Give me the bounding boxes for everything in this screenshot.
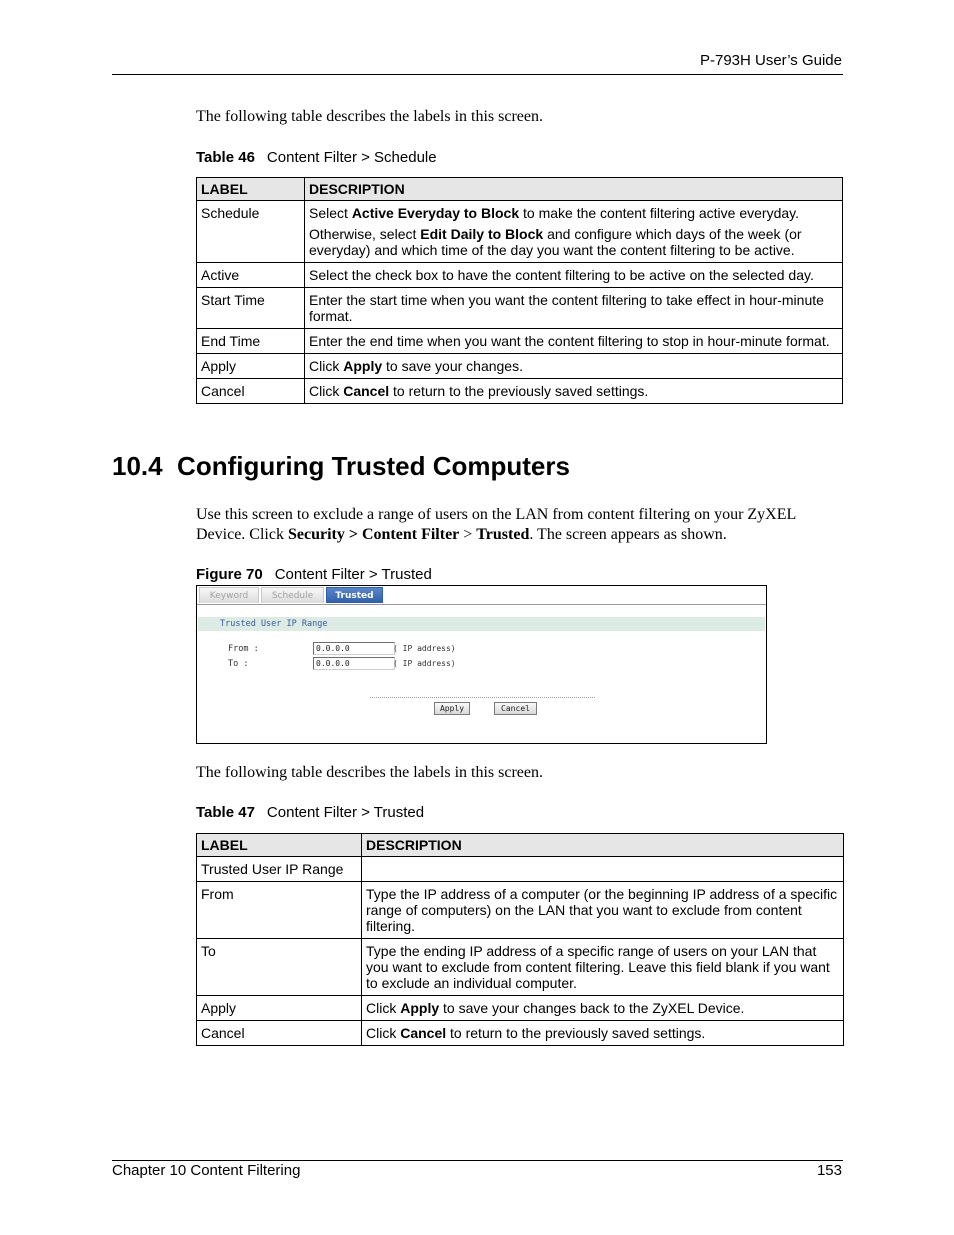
table-row xyxy=(197,379,843,404)
table-row xyxy=(197,1021,844,1046)
row-label: Cancel xyxy=(197,379,305,404)
row-label: Trusted User IP Range xyxy=(197,857,362,882)
table-row xyxy=(197,857,844,882)
label-column-header: LABEL xyxy=(197,834,362,857)
table-row xyxy=(197,288,843,329)
row-label: To xyxy=(197,939,362,996)
table-row xyxy=(197,996,844,1021)
row-label: Active xyxy=(197,263,305,288)
to-label: To : xyxy=(228,659,249,669)
figure-70-number: Figure 70 xyxy=(196,566,263,583)
tab-bar xyxy=(197,586,766,605)
table-46-number: Table 46 xyxy=(196,149,255,166)
table-row xyxy=(197,939,844,996)
label-column-header: LABEL xyxy=(197,178,305,201)
row-label: Schedule xyxy=(197,201,305,263)
row-description: Type the IP address of a computer (or the beginning IP address of a specific range of computers) on the LAN that you want to exclude from content filtering. xyxy=(362,882,844,939)
row-description: Type the ending IP address of a specific range of users on your LAN that you want to exclude from content filtering. Leave this field blank if you want to exclude an individual computer. xyxy=(362,939,844,996)
page-number: 153 xyxy=(816,1162,842,1179)
table-row xyxy=(197,882,844,939)
schedule-table xyxy=(196,177,843,404)
figure-70-caption xyxy=(196,566,432,583)
table-47-title: Content Filter > Trusted xyxy=(266,804,425,821)
row-label: Apply xyxy=(197,996,362,1021)
row-description: Select the check box to have the content filtering to be active on the selected day. xyxy=(305,263,843,288)
row-description: Click Apply to save your changes back to the ZyXEL Device. xyxy=(362,996,844,1021)
row-label: Apply xyxy=(197,354,305,379)
dotted-divider xyxy=(370,697,595,698)
intro-paragraph-2: The following table describes the labels in this screen. xyxy=(196,764,544,781)
table-row xyxy=(197,263,843,288)
from-label: From : xyxy=(228,644,259,654)
table-46-title: Content Filter > Schedule xyxy=(266,149,437,166)
description-column-header: DESCRIPTION xyxy=(305,178,843,201)
header-rule xyxy=(112,74,843,75)
to-ip-input[interactable]: 0.0.0.0 xyxy=(313,657,395,670)
footer-chapter: Chapter 10 Content Filtering xyxy=(112,1162,301,1179)
trusted-table xyxy=(196,833,844,1046)
table-header-row xyxy=(197,178,843,201)
table-header-row xyxy=(197,834,844,857)
description-column-header: DESCRIPTION xyxy=(362,834,844,857)
running-header: P-793H User’s Guide xyxy=(699,52,842,69)
row-label: Start Time xyxy=(197,288,305,329)
trusted-screen-figure xyxy=(196,585,767,744)
section-intro-paragraph: Use this screen to exclude a range of users on the LAN from content filtering on your ZyXEL Device. Click Security > Content Filter > Trusted. The screen appears as shown. xyxy=(196,506,796,543)
row-description: Enter the end time when you want the content filtering to stop in hour-minute format. xyxy=(305,329,843,354)
trusted-range-band xyxy=(198,617,765,631)
table-47-number: Table 47 xyxy=(196,804,255,821)
table-row xyxy=(197,201,843,263)
cancel-button[interactable]: Cancel xyxy=(494,702,537,715)
section-heading: 10.4 Configuring Trusted Computers xyxy=(112,451,570,481)
row-label: Cancel xyxy=(197,1021,362,1046)
row-label: From xyxy=(197,882,362,939)
row-description: Click Cancel to return to the previously saved settings. xyxy=(362,1021,844,1046)
tab-schedule[interactable]: Schedule xyxy=(261,587,324,603)
table-row xyxy=(197,329,843,354)
figure-70-title: Content Filter > Trusted xyxy=(274,566,432,583)
tab-keyword[interactable]: Keyword xyxy=(199,587,259,603)
to-ip-hint: ( IP address) xyxy=(393,659,456,668)
from-ip-input[interactable]: 0.0.0.0 xyxy=(313,642,395,655)
table-row xyxy=(197,354,843,379)
row-label: End Time xyxy=(197,329,305,354)
from-ip-hint: ( IP address) xyxy=(393,644,456,653)
row-description: Click Apply to save your changes. xyxy=(305,354,843,379)
table-46-caption xyxy=(196,149,437,166)
table-47-caption xyxy=(196,804,424,821)
row-description: Click Cancel to return to the previously saved settings. xyxy=(305,379,843,404)
apply-button[interactable]: Apply xyxy=(434,702,470,715)
intro-paragraph: The following table describes the labels in this screen. xyxy=(196,108,544,125)
row-description: Enter the start time when you want the content filtering to take effect in hour-minute format. xyxy=(305,288,843,329)
trusted-range-title: Trusted User IP Range xyxy=(220,619,328,629)
footer-rule xyxy=(112,1160,843,1161)
row-description xyxy=(362,857,844,882)
tab-trusted[interactable]: Trusted xyxy=(326,587,383,603)
row-description: Select Active Everyday to Block to make the content filtering active everyday. Otherwise, select Edit Daily to Block and configure which days of the week (or everyday) and which time of the day you want the content filtering to be active. xyxy=(305,201,843,263)
